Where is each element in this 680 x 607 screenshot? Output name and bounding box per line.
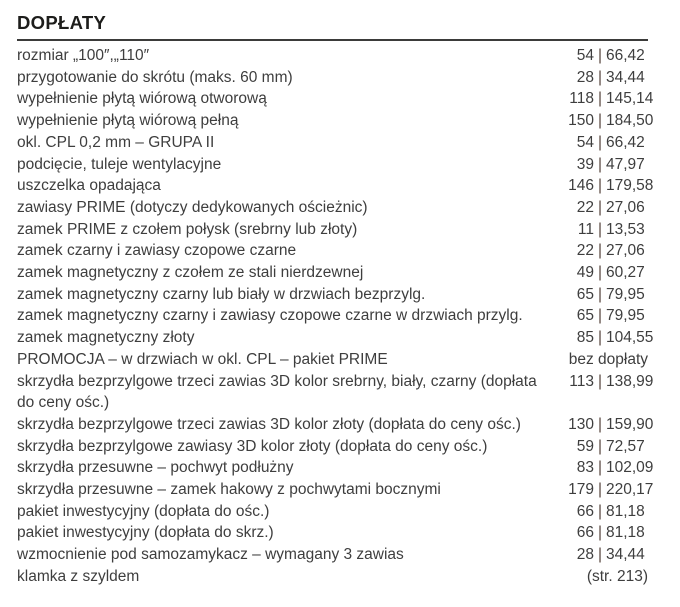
price-separator: | — [597, 155, 603, 173]
row-label: pakiet inwestycyjny (dopłata do skrz.) — [17, 524, 274, 542]
price-primary: 49 — [576, 264, 594, 282]
table-row — [17, 305, 648, 327]
row-price — [554, 219, 648, 241]
price-secondary: 81,18 — [606, 524, 645, 542]
price-primary: 54 — [576, 47, 594, 64]
price-primary: 22 — [576, 242, 594, 260]
price-separator: | — [597, 264, 603, 282]
row-label: uszczelka opadająca — [17, 177, 161, 195]
price-separator: | — [597, 524, 603, 542]
price-secondary: 79,95 — [606, 307, 645, 325]
row-price — [554, 67, 648, 89]
row-label: podcięcie, tuleje wentylacyjne — [17, 155, 222, 173]
price-secondary: 47,97 — [606, 155, 645, 173]
table-row — [17, 522, 648, 544]
row-price — [554, 132, 648, 154]
price-secondary: 79,95 — [606, 285, 645, 303]
row-label: rozmiar „100″,„110″ — [17, 47, 150, 64]
row-label: skrzydła bezprzylgowe zawiasy 3D kolor złoty (dopłata do ceny ośc.) — [17, 437, 488, 455]
table-row — [17, 67, 648, 89]
table-row — [17, 262, 648, 284]
section-title: DOPŁATY — [17, 12, 107, 33]
row-price — [554, 457, 654, 479]
row-price — [554, 284, 648, 306]
row-label: zamek PRIME z czołem połysk (srebrny lub złoty) — [17, 220, 358, 238]
price-primary: 65 — [576, 285, 594, 303]
table-row — [17, 219, 648, 241]
price-primary: 22 — [576, 198, 594, 216]
price-separator: | — [597, 502, 603, 520]
price-primary: 11 — [577, 220, 594, 238]
table-row — [17, 240, 648, 262]
table-row — [17, 544, 648, 566]
price-primary: 54 — [576, 133, 594, 151]
row-label: skrzydła bezprzylgowe trzeci zawias 3D kolor złoty (dopłata do ceny ośc.) — [17, 415, 521, 433]
price-primary: 179 — [568, 481, 594, 499]
price-secondary: 104,55 — [606, 329, 654, 347]
price-separator: | — [597, 177, 603, 195]
price-primary: 28 — [576, 546, 594, 564]
row-label: zawiasy PRIME (dotyczy dedykowanych ościeżnic) — [17, 198, 368, 216]
row-label: okl. CPL 0,2 mm – GRUPA II — [17, 133, 215, 151]
price-primary: 118 — [569, 90, 594, 108]
price-primary: 130 — [568, 415, 594, 433]
price-secondary: 27,06 — [606, 242, 645, 260]
row-label: zamek magnetyczny czarny i zawiasy czopowe czarne w drzwiach przylg. — [17, 307, 523, 325]
table-row — [17, 327, 654, 349]
price-separator: | — [597, 285, 603, 303]
price-primary: 59 — [576, 437, 594, 455]
row-price — [554, 45, 648, 67]
table-row — [17, 45, 648, 67]
price-secondary: 145,14 — [606, 90, 654, 108]
row-label: PROMOCJA – w drzwiach w okl. CPL – pakiet PRIME — [17, 350, 388, 368]
price-separator: | — [597, 307, 603, 325]
price-secondary: 179,58 — [606, 177, 654, 195]
price-secondary: 13,53 — [606, 220, 645, 238]
title-rule — [17, 39, 648, 41]
price-secondary: 34,44 — [606, 546, 645, 564]
price-note: bez dopłaty — [568, 350, 648, 368]
price-note: (str. 213) — [586, 567, 648, 585]
row-label: przygotowanie do skrótu (maks. 60 mm) — [17, 68, 293, 86]
table-row — [17, 457, 654, 479]
price-separator: | — [597, 329, 603, 347]
row-price — [554, 371, 654, 393]
price-separator: | — [597, 437, 603, 455]
table-row — [17, 371, 654, 414]
row-label: wzmocnienie pod samozamykacz – wymagany 3 zawias — [17, 546, 404, 564]
table-row — [17, 566, 648, 588]
row-price — [554, 522, 648, 544]
table-row — [17, 479, 654, 501]
price-separator: | — [597, 459, 603, 477]
price-separator: | — [597, 68, 603, 86]
row-label: zamek magnetyczny z czołem ze stali nierdzewnej — [17, 264, 364, 282]
row-label: skrzydła przesuwne – pochwyt podłużny — [17, 459, 294, 477]
price-secondary: 81,18 — [606, 502, 645, 520]
table-row — [17, 132, 648, 154]
row-price — [554, 479, 654, 501]
row-label: wypełnienie płytą wiórową pełną — [17, 112, 239, 130]
table-row — [17, 414, 654, 436]
row-label: skrzydła bezprzylgowe trzeci zawias 3D kolor srebrny, biały, czarny (dopłata do ceny ośc.) — [17, 372, 537, 412]
table-row — [17, 436, 648, 458]
row-price — [554, 175, 654, 197]
price-secondary: 72,57 — [606, 437, 645, 455]
row-price — [554, 566, 648, 588]
row-label: klamka z szyldem — [17, 567, 140, 585]
row-price — [554, 110, 654, 132]
price-primary: 66 — [576, 502, 594, 520]
table-row — [17, 501, 648, 523]
price-secondary: 102,09 — [606, 459, 654, 477]
price-secondary: 159,90 — [606, 415, 654, 433]
row-price — [554, 154, 648, 176]
price-separator: | — [597, 372, 603, 390]
row-label: zamek magnetyczny złoty — [17, 329, 195, 347]
table-row — [17, 154, 648, 176]
price-separator: | — [597, 133, 603, 151]
price-primary: 66 — [576, 524, 594, 542]
row-label: skrzydła przesuwne – zamek hakowy z pochwytami bocznymi — [17, 481, 441, 499]
row-price — [554, 197, 648, 219]
row-label: zamek magnetyczny czarny lub biały w drzwiach bezprzylg. — [17, 285, 426, 303]
price-primary: 113 — [569, 372, 594, 390]
table-row — [17, 197, 648, 219]
row-price — [554, 501, 648, 523]
table-row — [17, 349, 648, 371]
price-primary: 146 — [568, 177, 594, 195]
row-price — [554, 436, 648, 458]
price-separator: | — [597, 546, 603, 564]
price-separator: | — [597, 112, 603, 130]
price-separator: | — [597, 198, 603, 216]
price-secondary: 66,42 — [606, 133, 645, 151]
row-price — [554, 414, 654, 436]
price-primary: 83 — [576, 459, 594, 477]
table-row — [17, 88, 654, 110]
price-primary: 85 — [576, 329, 594, 347]
price-secondary: 220,17 — [606, 481, 654, 499]
price-primary: 150 — [568, 112, 594, 130]
row-price — [554, 262, 648, 284]
price-separator: | — [597, 47, 603, 64]
row-price — [554, 240, 648, 262]
price-separator: | — [597, 415, 603, 433]
row-price — [554, 544, 648, 566]
price-secondary: 27,06 — [606, 198, 645, 216]
row-price — [554, 305, 648, 327]
row-label: pakiet inwestycyjny (dopłata do ośc.) — [17, 502, 270, 520]
price-primary: 39 — [576, 155, 594, 173]
price-separator: | — [597, 90, 603, 108]
price-separator: | — [597, 481, 603, 499]
price-secondary: 66,42 — [606, 47, 645, 64]
price-secondary: 34,44 — [606, 68, 645, 86]
price-table — [17, 45, 654, 588]
row-label: zamek czarny i zawiasy czopowe czarne — [17, 242, 297, 260]
table-row — [17, 175, 654, 197]
table-row — [17, 110, 654, 132]
price-secondary: 184,50 — [606, 112, 654, 130]
price-separator: | — [597, 220, 603, 238]
price-secondary: 138,99 — [606, 372, 654, 390]
price-primary: 65 — [576, 307, 594, 325]
price-secondary: 60,27 — [606, 264, 645, 282]
row-price — [554, 327, 654, 349]
row-price — [554, 349, 648, 371]
price-separator: | — [597, 242, 603, 260]
row-label: wypełnienie płytą wiórową otworową — [17, 90, 267, 108]
table-row — [17, 284, 648, 306]
row-price — [554, 88, 654, 110]
price-primary: 28 — [576, 68, 594, 86]
